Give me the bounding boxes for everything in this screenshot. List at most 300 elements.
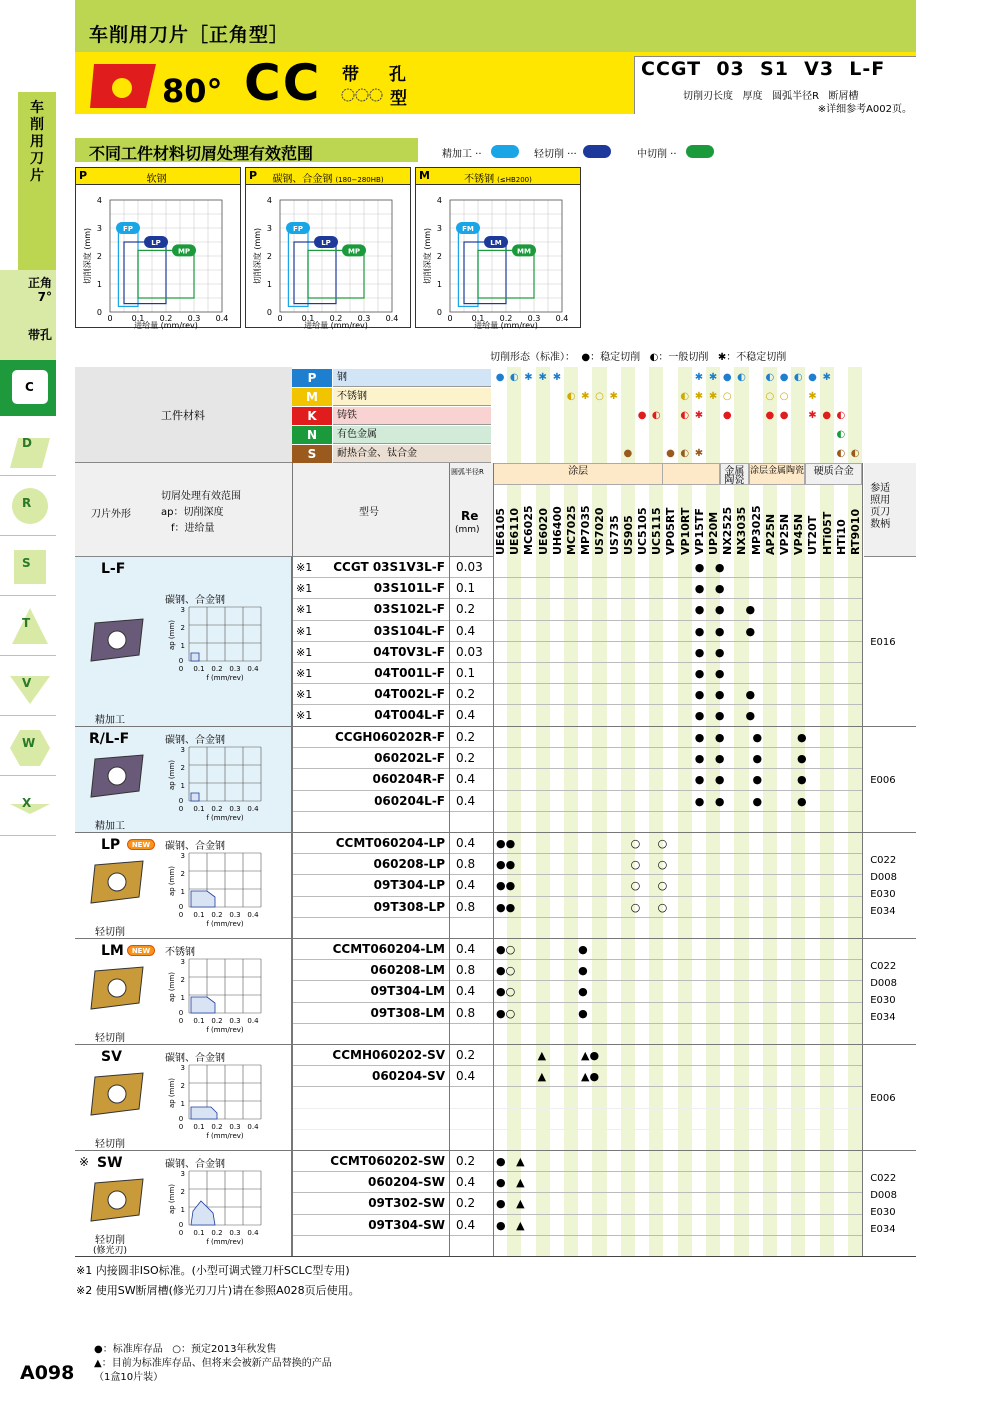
grade-availability: ●● ○ ○	[496, 858, 668, 872]
material-name: 钢	[333, 369, 491, 387]
tab-c[interactable]	[0, 360, 56, 416]
re-unit: (mm)	[455, 525, 480, 535]
tab-t-label: T	[22, 616, 31, 630]
grade-availability: ●○ ●	[496, 985, 588, 999]
x-tick-label: 0	[107, 314, 113, 323]
grade-availability: ● ●	[694, 582, 725, 596]
re-value: 0.03	[456, 560, 483, 574]
shape-usage: 精加工	[95, 715, 125, 726]
grade-ap25n: AP25N	[763, 513, 777, 555]
mini-zero: 0	[178, 903, 184, 911]
grade-availability: ● ▲	[496, 1218, 525, 1232]
grade-vp25n: VP25N	[778, 513, 791, 555]
y-tick-label: 1	[266, 280, 272, 289]
model-code: 060204L-F	[374, 793, 445, 808]
chart-material-key: M	[419, 169, 430, 182]
mini-x-tick: 0	[178, 1017, 184, 1025]
y-tick-label: 3	[436, 224, 442, 233]
mini-zero: 0	[178, 657, 184, 665]
hole-char-1: 带	[342, 65, 359, 85]
grade-availability: ●● ○ ○	[496, 837, 668, 850]
shape-usage: 轻切削	[95, 927, 125, 938]
tab-x-label: X	[22, 796, 32, 810]
cutting-form-mark: ○	[765, 391, 775, 402]
cutting-form-mark: ✱	[694, 410, 704, 421]
re-value: 0.4	[456, 984, 476, 999]
chart-plot	[416, 186, 580, 328]
grade-group-label: 涂层金属陶瓷	[749, 466, 804, 476]
re-value: 0.8	[456, 857, 476, 872]
range-area-fp	[288, 228, 308, 306]
grade-group-label: 涂层	[568, 466, 589, 477]
mini-y-tick: 2	[180, 870, 185, 878]
grade-vp10rt: VP10RT	[678, 507, 692, 555]
col-divider	[862, 463, 863, 1257]
grade-nx3035: NX3035	[735, 506, 749, 555]
mini-zero: 0	[178, 1221, 184, 1229]
mini-x-tick: 0.3	[229, 1017, 241, 1025]
shape-usage: 精加工	[95, 821, 125, 832]
cutting-form-mark: ●	[666, 448, 675, 459]
grade-availability: ● ● ●	[694, 688, 756, 702]
x-tick-label: 0.4	[555, 314, 569, 323]
model-code: 04T004L-F	[374, 708, 445, 723]
chart-material-name	[416, 170, 580, 185]
col-divider	[493, 463, 494, 1257]
grade-nx2525: NX2525	[721, 506, 735, 555]
mini-y-tick: 2	[180, 976, 185, 984]
x-tick-label: 0	[277, 314, 283, 323]
insert-image-icon	[87, 615, 147, 665]
grade-ue6110: UE6110	[508, 507, 522, 555]
grade-availability: ● ● ● ●	[694, 794, 807, 808]
model-code: 04T002L-F	[374, 687, 445, 702]
re-value: 0.2	[456, 751, 476, 766]
shape-usage: 轻切削	[95, 1235, 125, 1246]
model-code: 09T304-LM	[370, 984, 445, 999]
material-key-s: S	[292, 445, 332, 463]
table-row-empty	[292, 918, 862, 939]
grade-us905: US905	[621, 515, 635, 555]
mini-x-tick: 0.4	[247, 665, 259, 673]
grade-availability: ● ▲	[496, 1197, 525, 1211]
cutting-form-mark: ◐	[509, 372, 519, 383]
ref-pages: E016	[870, 636, 896, 648]
tab-r[interactable]	[0, 476, 56, 536]
chart-material-sub: (≤HB200)	[497, 176, 532, 184]
chart-material-label: 碳钢、合金钢	[272, 174, 333, 185]
cutting-form-mark: ●	[822, 410, 832, 421]
mini-x-tick: 0.2	[211, 805, 223, 813]
y-tick-label: 4	[266, 196, 272, 205]
mini-y-tick: 3	[180, 958, 185, 966]
re-value: 0.2	[456, 602, 476, 617]
y-tick-label: 2	[96, 252, 102, 261]
insert-image-icon	[87, 1069, 147, 1119]
chart-material-label: 软钢	[146, 174, 167, 185]
y-tick-label: 0	[266, 308, 272, 317]
ref-page-label: 参适照用页刀数柄	[870, 483, 891, 530]
mini-x-tick: 0.1	[193, 1229, 205, 1237]
tab-w-label: W	[22, 736, 36, 750]
x-tick-label: 0.2	[159, 314, 173, 323]
sw-mark: ※	[79, 1155, 90, 1169]
re-value: 0.2	[456, 730, 476, 744]
model-code: 060202L-F	[374, 751, 445, 766]
tab-x[interactable]	[0, 776, 56, 836]
tab-d[interactable]	[0, 416, 56, 476]
tab-w[interactable]	[0, 716, 56, 776]
mini-range-area	[191, 997, 215, 1013]
chart-material-key: P	[79, 169, 88, 182]
re-value: 0.8	[456, 963, 476, 978]
mini-x-tick: 0.2	[211, 911, 223, 919]
chart-material-name	[246, 170, 410, 185]
shape-name: R/L-F	[89, 731, 130, 747]
x-tick-label: 0.1	[301, 314, 315, 323]
mini-y-tick: 2	[180, 1082, 185, 1090]
re-value: 0.4	[456, 1175, 476, 1190]
range-label: FM	[462, 225, 474, 233]
range-label: MP	[347, 247, 361, 256]
cutting-form-mark: ◐	[836, 429, 846, 440]
insert-image-icon	[87, 857, 147, 907]
cutting-form-mark: ✱	[694, 372, 704, 383]
y-tick-label: 4	[96, 196, 102, 205]
code-legend-box	[634, 56, 916, 114]
x-tick-label: 0.1	[131, 314, 145, 323]
row-note-mark: ※1	[296, 645, 313, 659]
mini-range-chart	[169, 1059, 279, 1139]
model-code: 09T302-SW	[368, 1196, 445, 1211]
insert-image-icon	[87, 1175, 147, 1225]
y-tick-label: 0	[436, 308, 442, 317]
chart-material-key: P	[249, 169, 258, 182]
legend-bottom-1: ●：标准库存品 ○：预定2013年秋发售	[94, 1344, 277, 1355]
shape-name: LP	[101, 837, 121, 853]
grade-availability: ●● ○ ○	[496, 879, 668, 893]
ref-pages: C022 D008 E030 E034	[870, 961, 897, 1023]
shape-material: 碳钢、合金钢	[165, 1159, 225, 1170]
grade-vp45n: VP45N	[792, 513, 806, 555]
legend-medium-pill	[686, 145, 714, 158]
cutting-form-mark: ✱	[609, 391, 618, 402]
row-note-mark: ※1	[296, 709, 313, 723]
grade-group-label: 金属陶瓷	[724, 466, 745, 486]
model-code: 09T304-LP	[373, 878, 445, 893]
new-badge-text: NEW	[131, 841, 151, 849]
mini-y-tick: 2	[180, 1188, 185, 1196]
y-tick-label: 2	[436, 252, 442, 261]
y-tick-label: 1	[96, 280, 102, 289]
model-code: 09T304-SW	[368, 1217, 445, 1232]
legend-fine-pill	[491, 145, 519, 158]
shape-material: 碳钢、合金钢	[165, 735, 225, 746]
cutting-form-mark: ✱	[708, 372, 718, 383]
row-note-mark: ※1	[296, 667, 313, 680]
model-code: 060208-LP	[373, 857, 445, 872]
code-reference: ※详细参考A002页。	[817, 104, 912, 115]
re-value: 0.1	[456, 666, 476, 680]
new-badge	[127, 945, 155, 956]
sidebar-zj	[0, 276, 56, 304]
mini-y-tick: 3	[180, 852, 185, 860]
grade-availability: ● ● ● ●	[694, 752, 807, 766]
x-axis-label: 进给量 (mm/rev)	[474, 321, 538, 330]
re-value: 0.4	[456, 1069, 476, 1084]
tab-s[interactable]	[0, 536, 56, 596]
shape-usage: 轻切削	[95, 1033, 125, 1044]
cutting-form-mark: ○	[595, 391, 604, 402]
mini-y-label: ap (mm)	[168, 1183, 176, 1215]
x-tick-label: 0.3	[527, 314, 541, 323]
insert-shape-label: 刀片外形	[91, 509, 131, 520]
cutting-form-mark: ✱	[538, 372, 547, 383]
page-title: 车削用刀片［正角型］	[89, 24, 290, 46]
grade-availability: ●○ ●	[496, 1006, 588, 1020]
range-label: LM	[490, 239, 502, 247]
x-tick-label: 0.4	[385, 314, 399, 323]
mini-x-tick: 0.4	[247, 1017, 259, 1025]
y-axis-label: 切削深度 (mm)	[253, 227, 262, 285]
cutting-form-mark: ●	[495, 372, 505, 383]
chart-material-label: 不锈钢	[464, 174, 495, 185]
cutting-form-legend: 切削形态（标准）： ●：稳定切削 ◐：一般切削 ✱：不稳定切削	[490, 352, 787, 363]
new-badge	[127, 839, 155, 850]
grade-hti10: HTi10	[834, 519, 848, 555]
cutting-form-mark: ✱	[581, 391, 590, 402]
shape-material: 碳钢、合金钢	[165, 841, 225, 852]
footnote-1: ※1 内接圆非ISO标准。(小型可调式镗刀杆SCLC型专用)	[76, 1264, 350, 1277]
mini-y-label: ap (mm)	[168, 1077, 176, 1109]
re-value: 0.03	[456, 644, 483, 659]
mini-x-tick: 0.4	[247, 1229, 259, 1237]
grade-us7020: US7020	[593, 507, 607, 555]
grade-availability: ● ● ●	[694, 624, 756, 638]
mini-x-label: f (mm/rev)	[206, 1132, 244, 1140]
grade-up20m: UP20M	[707, 511, 720, 555]
shape-material: 碳钢、合金钢	[165, 1053, 225, 1064]
shape-name: SV	[101, 1049, 122, 1065]
sidebar-zj-label: 正角	[27, 276, 52, 290]
grade-availability: ● ●	[694, 667, 725, 680]
mini-x-tick: 0.1	[193, 805, 205, 813]
table-row-empty	[292, 1236, 862, 1257]
chart-material-sub: (180−280HB)	[335, 176, 384, 184]
cutting-form-mark: ✱	[524, 372, 533, 383]
material-key-k: K	[292, 407, 332, 425]
re-value: 0.4	[456, 623, 476, 638]
range-area-lp	[464, 242, 506, 304]
x-tick-label: 0.3	[357, 314, 371, 323]
model-code: CCGT 03S1V3L-F	[333, 560, 445, 574]
mini-y-tick: 2	[180, 764, 185, 772]
cutting-form-mark: ✱	[822, 372, 831, 383]
range-area-lp	[124, 242, 166, 304]
model-code: 03S102L-F	[373, 602, 445, 617]
tab-c-label: C	[25, 380, 34, 394]
tab-t[interactable]	[0, 596, 56, 656]
table-row-empty	[292, 1109, 862, 1130]
mini-x-tick: 0.4	[247, 1123, 259, 1131]
material-key-m: M	[292, 388, 332, 406]
footnote-2: ※2 使用SW断屑槽(修光刃刀片)请在参照A028页后使用。	[76, 1284, 360, 1297]
cutting-form-mark: ✱	[694, 391, 704, 402]
cutting-form-mark: ◐	[680, 448, 690, 459]
mini-x-tick: 0	[178, 911, 184, 919]
chart-material-name	[76, 170, 240, 185]
re-value: 0.4	[456, 708, 476, 723]
re-value: 0.2	[456, 1048, 476, 1062]
cutting-form-mark: ●	[808, 372, 817, 383]
mini-x-tick: 0.3	[229, 1123, 241, 1131]
table-row-empty	[292, 1087, 862, 1108]
ref-pages: E006	[870, 774, 896, 786]
re-value: 0.2	[456, 687, 476, 702]
range-area-fp	[458, 228, 478, 306]
mini-y-tick: 1	[180, 1206, 185, 1214]
grade-availability: ●○ ●	[496, 943, 588, 956]
mini-range-chart	[169, 847, 279, 927]
grade-availability: ▲ ▲●	[537, 1070, 600, 1084]
grade-vp05rt: VP05RT	[664, 507, 678, 555]
mini-x-tick: 0	[178, 805, 184, 813]
re-label: Re	[461, 509, 479, 523]
hole-circles-icon	[340, 84, 386, 106]
mini-y-tick: 2	[180, 624, 185, 632]
mini-zero: 0	[178, 797, 184, 805]
mini-y-tick: 1	[180, 642, 185, 650]
x-tick-label: 0.2	[499, 314, 513, 323]
x-tick-label: 0.4	[215, 314, 229, 323]
re-value: 0.4	[456, 1217, 476, 1232]
model-code: 04T001L-F	[374, 666, 445, 680]
chip-chart-3	[415, 167, 581, 328]
cutting-form-mark: ◐	[651, 410, 661, 421]
sidebar-category	[18, 92, 56, 270]
mini-x-tick: 0.4	[247, 805, 259, 813]
mini-y-label: ap (mm)	[168, 865, 176, 897]
re-value: 0.4	[456, 836, 476, 850]
cutting-form-mark: ◐	[680, 410, 690, 421]
range-label: FP	[123, 225, 133, 233]
ref-pages: C022 D008 E030 E034	[870, 1173, 897, 1235]
shape-material: 不锈钢	[165, 947, 195, 958]
cutting-form-mark: ◐	[836, 410, 846, 421]
mini-x-tick: 0.1	[193, 665, 205, 673]
insert-logo-icon	[90, 58, 160, 110]
col-divider	[292, 463, 293, 1257]
chart-header	[76, 168, 240, 185]
mini-x-tick: 0.3	[229, 665, 241, 673]
re-value: 0.2	[456, 1196, 476, 1211]
mini-y-tick: 3	[180, 606, 185, 614]
header-title-bar	[75, 0, 916, 52]
ap-desc: ap：切削深度	[161, 507, 224, 518]
tab-d-label: D	[22, 436, 32, 450]
grade-rt9010: RT9010	[849, 508, 862, 555]
y-tick-label: 3	[266, 224, 272, 233]
mini-x-label: f (mm/rev)	[206, 920, 244, 928]
range-label: MP	[177, 247, 191, 256]
re-value: 0.1	[456, 581, 476, 596]
cutting-form-mark: ◐	[850, 448, 860, 459]
model-code: 04T0V3L-F	[373, 644, 445, 659]
row-note-mark: ※1	[296, 688, 313, 702]
chip-chart-2	[245, 167, 411, 328]
model-code: 060204R-F	[372, 772, 445, 787]
shape-code: CC	[244, 54, 322, 112]
cutting-form-mark: ✱	[808, 410, 817, 421]
mini-range-chart	[169, 741, 279, 821]
grade-availability: ● ●	[694, 561, 725, 574]
re-value: 0.2	[456, 1154, 476, 1168]
re-value: 0.4	[456, 772, 476, 787]
hole-char-2: 孔	[389, 65, 406, 85]
grade-uc5115: UC5115	[650, 507, 664, 555]
radius-label: 圆弧半径R	[451, 468, 484, 476]
mini-y-tick: 1	[180, 1100, 185, 1108]
cutting-form-mark: ○	[722, 391, 732, 402]
legend-bottom-3: （1盒10片装）	[94, 1372, 164, 1383]
shape-name: LM	[101, 943, 124, 959]
tab-r-label: R	[22, 496, 32, 510]
grade-availability: ● ▲	[496, 1155, 525, 1168]
shape-usage-2: (修光刃)	[93, 1246, 128, 1256]
legend-light: 轻切削 ···	[534, 149, 577, 160]
model-code: CCMT060204-LP	[335, 836, 445, 850]
grade-mp3025: MP3025	[749, 505, 763, 555]
product-table	[75, 367, 916, 1257]
grade-group-coated-2	[663, 463, 720, 485]
chart-plot	[246, 186, 410, 328]
row-note-mark: ※1	[296, 561, 313, 574]
range-label: MM	[517, 247, 531, 256]
cutting-form-mark: ●	[779, 372, 789, 383]
grade-us735: US735	[607, 515, 621, 555]
shape-material: 碳钢、合金钢	[165, 595, 225, 606]
mini-y-label: ap (mm)	[168, 971, 176, 1003]
x-axis-label: 进给量 (mm/rev)	[134, 321, 198, 330]
work-material-label: 工件材料	[161, 409, 205, 422]
mini-range-chart	[169, 953, 279, 1033]
page-number: A098	[20, 1362, 75, 1384]
sidebar-zj-deg: 7°	[37, 290, 52, 304]
range-title: 切屑处理有效范围	[161, 491, 241, 502]
grade-availability: ● ● ●	[694, 709, 756, 723]
shape-name: L-F	[101, 561, 126, 577]
legend-light-pill	[583, 145, 611, 158]
mini-y-tick: 1	[180, 994, 185, 1002]
mini-x-label: f (mm/rev)	[206, 1026, 244, 1034]
sidebar-dk: 带孔	[27, 328, 52, 342]
tab-v-label: V	[22, 676, 32, 690]
tab-s-label: S	[22, 556, 31, 570]
cutting-form-mark: ✱	[708, 391, 718, 402]
mini-y-label: ap (mm)	[168, 759, 176, 791]
tab-v[interactable]	[0, 656, 56, 716]
cutting-form-mark: ●	[722, 410, 732, 421]
cutting-form-mark: ●	[623, 448, 633, 459]
grade-availability: ● ● ●	[694, 603, 756, 617]
table-row-empty	[292, 1024, 862, 1045]
re-value: 0.4	[456, 793, 476, 808]
chart-header	[246, 168, 410, 185]
model-code: 060204-SV	[371, 1069, 445, 1084]
ref-pages: C022 D008 E030 E034	[870, 855, 897, 917]
cutting-form-mark: ✱	[808, 391, 817, 402]
mini-range-area	[191, 1107, 217, 1119]
